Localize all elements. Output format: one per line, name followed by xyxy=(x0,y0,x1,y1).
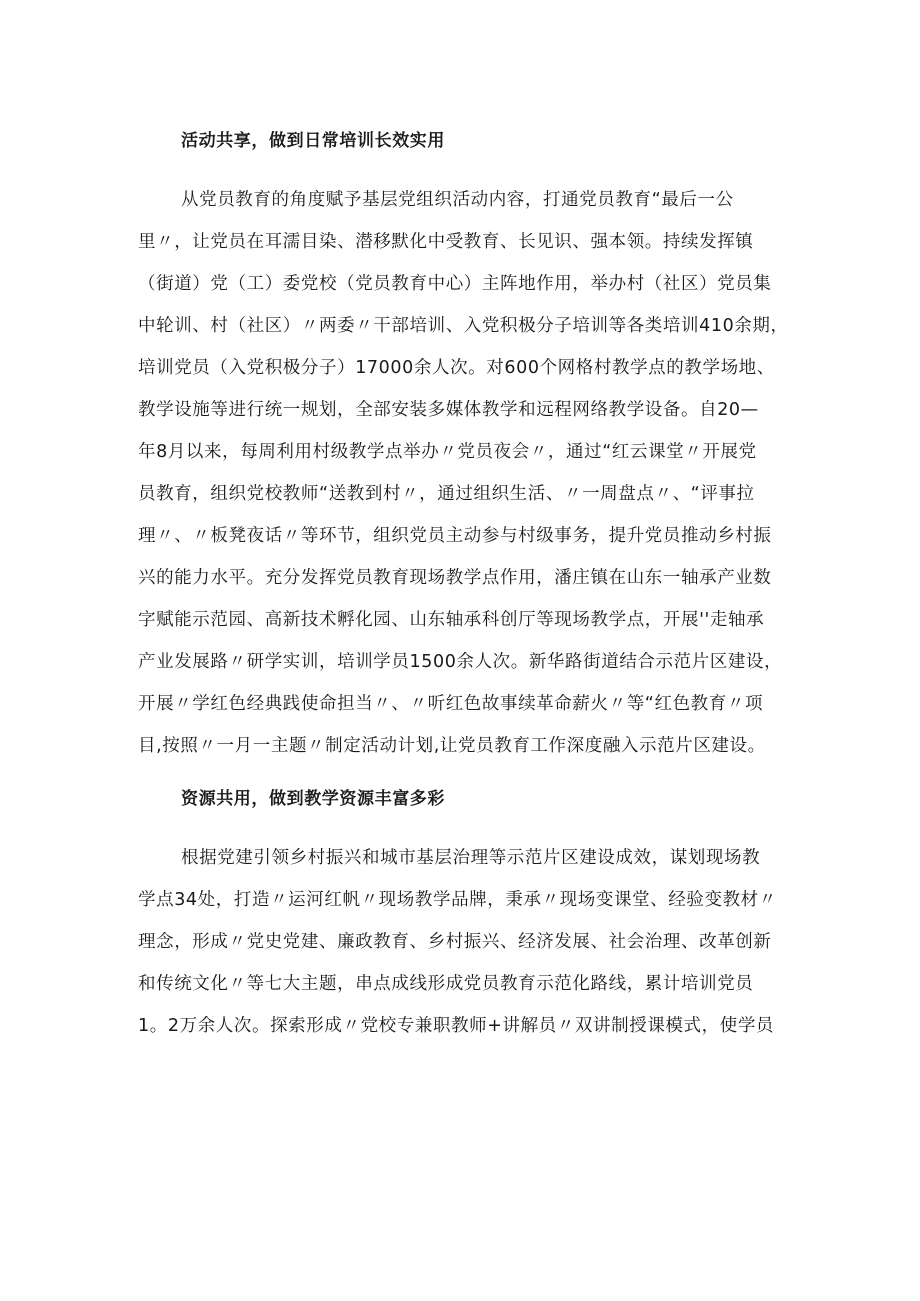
text-line: 理〃、〃板凳夜话〃等环节，组织党员主动参与村级事务，提升党员推动乡村振 xyxy=(138,526,772,546)
paragraph-activity-sharing xyxy=(138,179,802,767)
text-line: 从党员教育的角度赋予基层党组织活动内容，打通党员教育“最后一公 xyxy=(181,190,734,210)
text-line: （街道）党（工）委党校（党员教育中心）主阵地作用，举办村（社区）党员集 xyxy=(138,274,772,294)
text-line: 员教育，组织党校教师“送教到村〃，通过组织生活、〃一周盘点〃、“评事拉 xyxy=(138,484,755,504)
text-line: 年8月以来，每周利用村级教学点举办〃党员夜会〃，通过“红云课堂〃开展党 xyxy=(138,442,757,462)
text-line: 教学设施等进行统一规划，全部安装多媒体教学和远程网络教学设备。自20— xyxy=(138,400,759,420)
section-heading-activity-sharing: 活动共享，做到日常培训长效实用 xyxy=(181,131,445,151)
text-line: 里〃，让党员在耳濡目染、潜移默化中受教育、长见识、强本领。持续发挥镇 xyxy=(138,232,754,252)
text-line: 产业发展路〃研学实训，培训学员1500余人次。新华路街道结合示范片区建设， xyxy=(138,652,783,672)
text-line: 目,按照〃一月一主题〃制定活动计划,让党员教育工作深度融入示范片区建设。 xyxy=(138,736,766,756)
text-line: 理念，形成〃党史党建、廉政教育、乡村振兴、经济发展、社会治理、改革创新 xyxy=(138,932,772,952)
paragraph-resource-sharing xyxy=(138,837,802,1047)
document-body xyxy=(138,123,802,1047)
text-line: 开展〃学红色经典践使命担当〃、〃听红色故事续革命薪火〃等“红色教育〃项 xyxy=(138,694,764,714)
text-line: 学点34处，打造〃运河红帆〃现场教学品牌，秉承〃现场变课堂、经验变教材〃 xyxy=(138,890,777,910)
text-line: 字赋能示范园、高新技术孵化园、山东轴承科创厅等现场教学点，开展''走轴承 xyxy=(138,610,765,630)
text-line: 1。2万余人次。探索形成〃党校专兼职教师+讲解员〃双讲制授课模式，使学员 xyxy=(138,1016,775,1036)
text-line: 根据党建引领乡村振兴和城市基层治理等示范片区建设成效，谋划现场教 xyxy=(181,848,761,868)
text-line: 兴的能力水平。充分发挥党员教育现场教学点作用，潘庄镇在山东一轴承产业数 xyxy=(138,568,772,588)
text-line: 中轮训、村（社区）〃两委〃干部培训、入党积极分子培训等各类培训410余期， xyxy=(138,316,789,336)
text-line: 和传统文化〃等七大主题，串点成线形成党员教育示范化路线，累计培训党员 xyxy=(138,974,754,994)
section-heading-resource-sharing: 资源共用，做到教学资源丰富多彩 xyxy=(181,789,445,809)
text-line: 培训党员（入党积极分子）17000余人次。对600个网格村教学点的教学场地、 xyxy=(138,358,775,378)
